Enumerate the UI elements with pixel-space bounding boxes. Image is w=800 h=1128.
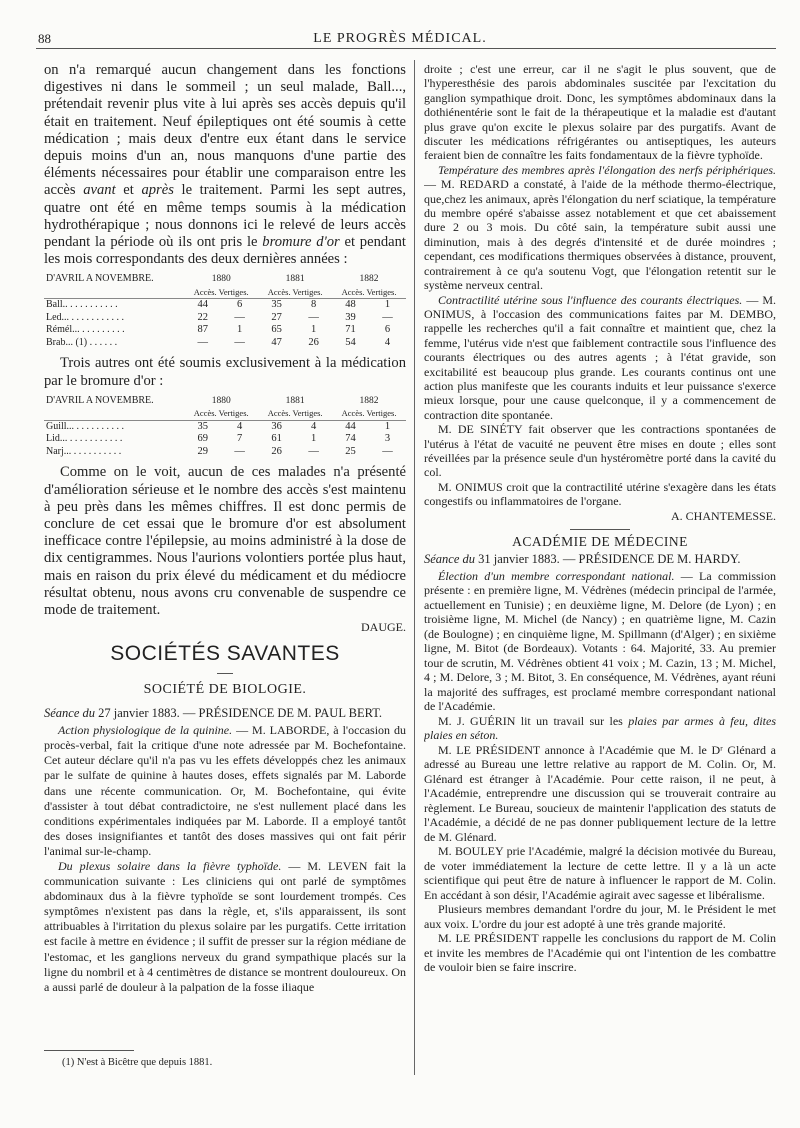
- report-body: M. J. GUÉRIN lit un travail sur les: [438, 713, 623, 728]
- table-period: D'AVRIL A NOVEMBRE.: [46, 394, 154, 406]
- text-run: le traitement. Parmi les sept autres, quatre ont été en même temps soumis à la médication hydrothérapique ; nous donnons ici le relevé de leurs accès pendant la période où ils ont pris le: [44, 182, 406, 251]
- cell: 22: [197, 311, 208, 323]
- table-row: [44, 337, 406, 350]
- table-subheader: Accès. Vertiges.: [332, 407, 406, 420]
- cell: 44: [197, 299, 208, 311]
- footnote: (1) N'est à Bicêtre que depuis 1881.: [62, 1057, 213, 1068]
- cell: 44: [345, 420, 356, 432]
- cell: 1: [310, 324, 317, 336]
- report-title: Contractilité utérine sous l'influence des courants électriques.: [438, 292, 743, 307]
- table-year: 1881: [285, 274, 305, 285]
- text-run: et pendant les mois correspondants des deux dernières années :: [44, 234, 406, 268]
- report-title: Du plexus solaire dans la fièvre typhoïde.: [58, 859, 282, 874]
- cell: 35: [197, 420, 208, 432]
- table-row: [44, 324, 406, 337]
- cell: —: [197, 336, 208, 348]
- cell: 26: [308, 336, 319, 348]
- article-paragraph: Comme on le voit, aucun de ces malades n'a présenté d'amélioration sérieuse et le nombre des accès s'est maintenu à peu près dans les mêmes chiffres. Il est donc permis de conclure de cet essai que le bromure d'or est absolument inefficace contre l'épilepsie, au moins administré à la dose de dix centigrammes. Nous l'aurions volontiers portée plus haut, mais en raison du prix élevé du médicament et du médiocre résultat obtenu, nous avons cru convenable de suspendre ce mode de traitement.: [44, 464, 406, 618]
- session-line: [44, 706, 406, 721]
- cell: 1: [384, 299, 391, 311]
- cell: —: [234, 336, 245, 348]
- table-period: D'AVRIL A NOVEMBRE.: [46, 273, 154, 285]
- cell: 39: [345, 311, 356, 323]
- cell: 4: [310, 420, 317, 432]
- cell: 25: [345, 445, 356, 457]
- table-year: 1880: [211, 395, 231, 406]
- cell: 47: [271, 336, 282, 348]
- cell: 26: [271, 445, 282, 457]
- text-run: et: [123, 182, 134, 199]
- report-title: Action physiologique de la quinine.: [58, 723, 233, 738]
- session-date: 27 janvier 1883.: [98, 706, 180, 721]
- cell: 7: [237, 433, 243, 445]
- report-body: — La commission présente : en première ligne, M. Védrènes (médecin principal de l'armée, actuellement en Tunisie) ; en deuxième ligne, M. Delore (de Lyon) ; en troisième ligne, M. Michel (de Nancy) ; en quatrième ligne, M. Cazin (de Boulogne) ; en cinquième ligne, M. Spillmann (d'Alger) ; en sixième ligne, M. Bitot (de Bordeaux). Votants : 64. Majorité, 33. Au premier tour de scrutin, M. Védrènes obtient 41 voix ; M. Cazin, 13 ; M. Michel, 4 ; M. Delore, 3 ; M. Bitot, 3. En conséquence, M. Védrènes, ayant réuni la majorité des suffrages, est proclamé membre correspondant national de l'Académie.: [424, 568, 776, 714]
- author-signature: [424, 509, 776, 523]
- report-paragraph: [44, 859, 406, 995]
- table-year: 1882: [359, 395, 379, 406]
- report-paragraph: [44, 723, 406, 859]
- cell: 74: [345, 433, 356, 445]
- society-title: SOCIÉTÉ DE BIOLOGIE.: [143, 682, 307, 698]
- cell: 6: [384, 324, 391, 336]
- table-subheader: Accès. Vertiges.: [184, 407, 258, 420]
- table-subheader: Accès. Vertiges.: [258, 286, 332, 299]
- cell: 36: [271, 420, 282, 432]
- cell: 71: [345, 324, 356, 336]
- report-title: plaies par armes à feu, dites plaies en séton.: [424, 713, 776, 743]
- session-president: — PRÉSIDENCE DE M. PAUL BERT.: [182, 706, 383, 721]
- text-emphasis: après: [141, 182, 174, 199]
- cell: —: [234, 311, 245, 323]
- table-row: [44, 420, 406, 433]
- session-label: Séance du: [44, 706, 96, 721]
- report-body: — M. LEVEN fait la communication suivante : Les cliniciens qui ont parlé de symptômes abdominaux dus à la fièvre typhoïde se sont lourdement trompés. Ces symptômes n'existent pas dans la règle, et, s'ils apparaissent, ils sont attribuables à l'irritation du plexus solaire par les purgatifs. Cette irritation est facile à mettre en évidence ; il suffit de presser sur la région médiane de l'estomac, et les ganglions nerveux du grand sympathique placés sur la ligne du nombril et à 4 centimètres de distance se montrent douloureux. On a aussi parlé de douleur à la palpation de la fosse iliaque: [44, 859, 406, 994]
- report-title: Température des membres après l'élongation des nerfs périphériques.: [438, 162, 776, 177]
- table-year: 1882: [359, 274, 379, 285]
- report-paragraph: M. LE PRÉSIDENT rappelle les conclusions du rapport de M. Colin et invite les membres de l'Académie qui ont l'intention de les combattre de vouloir bien se faire inscrire.: [424, 931, 776, 975]
- row-label: Guill... . . . . . . . . . .: [46, 420, 125, 432]
- seizure-table-2: [44, 395, 406, 459]
- report-paragraph: droite ; c'est une erreur, car il ne s'agit le plus souvent, que de l'hyperesthésie des parois abdominales suscitée par l'excitation du ganglion sympathique droit. Donc, les symptômes abdominaux dans la dothiénentérie sont le fait de la thérapeutique et la maladie est d'autant plus grave qu'on excite le plexus solaire par des purgatifs. Avant de discuter les médications réfrigérantes ou antiseptiques, les auteurs feraient bien de connaître les faits fondamentaux de la fièvre typhoïde.: [424, 62, 776, 163]
- cell: 6: [237, 299, 243, 311]
- report-paragraph: [424, 293, 776, 423]
- article-paragraph: [44, 62, 406, 268]
- table-subheader: Accès. Vertiges.: [258, 407, 332, 420]
- table-row: [44, 446, 406, 459]
- cell: 4: [237, 420, 243, 432]
- right-column: [424, 62, 776, 1072]
- cell: 61: [271, 433, 282, 445]
- report-paragraph: [424, 569, 776, 714]
- seizure-table-1: [44, 273, 406, 349]
- report-title: Élection d'un membre correspondant national.: [438, 568, 675, 583]
- session-date: 31 janvier 1883.: [478, 551, 560, 566]
- row-label: Lid... . . . . . . . . . . .: [46, 433, 123, 445]
- report-paragraph: M. DE SINÉTY fait observer que les contractions spontanées de l'utérus à l'état de vacuité ne peuvent être mises en doute ; elles sont réveillées par la présence seule d'un hystéromètre porté dans la cavité du col.: [424, 422, 776, 480]
- academy-title: ACADÉMIE DE MÉDECINE: [512, 533, 688, 549]
- running-header: [0, 28, 800, 48]
- report-body: — M. LABORDE, à l'occasion du procès-verbal, fait la critique d'une note adressée par M. Bochefontaine. Cet auteur déclare qu'il n'a pas vu les effets développés chez les animaux par le sulfate de quinine à hautes doses, effets signalés par M. Laborde dans une récente communication. Or, M. Bochefontaine, qui évite d'assister à tout débat contradictoire, ne s'est nullement placé dans les conditions expérimentales indiquées par M. Laborde. Il a employé tantôt des doses insignifiantes et tantôt des doses massives qui ont fait périr l'animal sur-le-champ.: [44, 723, 406, 858]
- report-paragraph: [424, 714, 776, 743]
- cell: 48: [345, 299, 356, 311]
- text-run: on n'a remarqué aucun changement dans les fonctions digestives ni dans le sommeil ; un seul malade, Ball..., prétendait revenir plus vite à lui après ses accès depuis qu'il était en traitement. Neuf épileptiques ont été soumis à cette médication ; mais deux d'entre eux étant dans le service depuis moins d'un an, nous manquons d'une partie des éléments nécessaires pour établir une comparaison entre les accès: [44, 62, 406, 199]
- table-year: 1880: [211, 274, 231, 285]
- cell: —: [382, 445, 393, 457]
- row-label: Rémél... . . . . . . . . .: [46, 324, 125, 336]
- table-row: [44, 433, 406, 446]
- table-subheader: Accès. Vertiges.: [184, 286, 258, 299]
- row-label: Ball.. . . . . . . . . . .: [46, 299, 118, 311]
- journal-title: LE PROGRÈS MÉDICAL.: [313, 31, 487, 46]
- section-title: SOCIÉTÉS SAVANTES: [110, 642, 340, 666]
- report-paragraph: M. ONIMUS croit que la contractilité utérine s'exagère dans les états congestifs ou inflammatoires de l'organe.: [424, 479, 776, 509]
- cell: 4: [384, 336, 391, 348]
- author-signature: [44, 620, 406, 634]
- signature-text: A. CHANTEMESSE.: [670, 508, 776, 523]
- footnote-rule: [44, 1050, 134, 1051]
- report-body: — M. REDARD a constaté, à l'aide de la méthode thermo-électrique, que,chez les animaux, après l'élongation du nerf sciatique, la température du membre opéré s'abaisse assez notablement et que cet abaissement dure 2 ou 3 mois. Du côté sain, la température subit aussi une diminution, mais à des degrés d'intensité et de durée moindres ; cependant, ces modifications thermiques observées à distance, prouvent, contrairement à ce qu'a soutenu Vogt, que l'élongation retentit sur le système nerveux central.: [424, 177, 776, 293]
- cell: 35: [271, 299, 282, 311]
- cell: —: [308, 445, 319, 457]
- cell: 27: [271, 311, 282, 323]
- text-emphasis: avant: [83, 182, 116, 199]
- cell: 3: [384, 433, 391, 445]
- cell: 69: [197, 433, 208, 445]
- article-paragraph: Trois autres ont été soumis exclusivement à la médication par le bromure d'or :: [44, 355, 406, 389]
- report-body: — M. ONIMUS, à l'occasion des communications faites par M. DEMBO, rappelle les recherches qu'il a fait connaître et maintient que, chez la femme, l'utérus vide n'est que faiblement contractile sous l'influence des courants électriques ou des autres agents ; à l'état gravide, son excitabilité est beaucoup plus grande. Les courants continus ont une action plus manifeste que les courants induits et leur puissance s'exerce mieux lorsque, pour une cause quelconque, il y a commencement de contraction dite spontanée.: [424, 292, 776, 422]
- cell: 65: [271, 324, 282, 336]
- report-paragraph: M. BOULEY prie l'Académie, malgré la décision motivée du Bureau, de voter immédiatement la lecture de cette lettre. Il y a là un acte scientifique qui peut être de nature à influencer le rapport de M. Colin. En accédant à son désir, l'Académie agirait avec sagesse et libéralisme.: [424, 844, 776, 902]
- row-label: Brab... (1) . . . . . .: [46, 336, 118, 348]
- cell: 1: [310, 433, 317, 445]
- section-rule: [570, 529, 630, 530]
- row-label: Narj... . . . . . . . . . .: [46, 445, 122, 457]
- cell: —: [308, 311, 319, 323]
- page-number: 88: [38, 31, 51, 46]
- signature-text: DAUGE.: [361, 620, 406, 635]
- session-line: [424, 552, 776, 567]
- row-label: Led... . . . . . . . . . . .: [46, 311, 125, 323]
- session-label: Séance du: [424, 551, 476, 566]
- cell: —: [234, 445, 245, 457]
- cell: 8: [310, 299, 317, 311]
- text-emphasis: bromure d'or: [262, 234, 340, 251]
- cell: 1: [384, 420, 391, 432]
- table-row: [44, 299, 406, 312]
- cell: 29: [197, 445, 208, 457]
- cell: 1: [237, 324, 243, 336]
- table-year: 1881: [285, 395, 305, 406]
- column-divider: [414, 60, 415, 1075]
- left-column: [44, 62, 406, 1092]
- table-subheader: Accès. Vertiges.: [332, 286, 406, 299]
- report-paragraph: [424, 163, 776, 293]
- report-paragraph: M. LE PRÉSIDENT annonce à l'Académie que M. le Dʳ Glénard a adressé au Bureau une lettre relative au rapport de M. Colin. Or, M. Glénard est étranger à l'Académie. Pour cette raison, il ne peut, à l'Académie, entreprendre une discussion qui se trouverait contraire au règlement. Le Bureau, soucieux de maintenir l'application des statuts de l'Académie, a décidé de ne pas donner publiquement lecture de la lettre de M. Glénard.: [424, 742, 776, 844]
- cell: 54: [345, 336, 356, 348]
- section-rule: [217, 673, 233, 674]
- session-president: — PRÉSIDENCE DE M. HARDY.: [562, 551, 741, 566]
- cell: —: [382, 311, 393, 323]
- header-rule: [36, 48, 776, 49]
- table-row: [44, 312, 406, 325]
- cell: 87: [197, 324, 208, 336]
- report-paragraph: Plusieurs membres demandant l'ordre du jour, M. le Président le met aux voix. L'ordre du jour est adopté à une très grande majorité.: [424, 902, 776, 931]
